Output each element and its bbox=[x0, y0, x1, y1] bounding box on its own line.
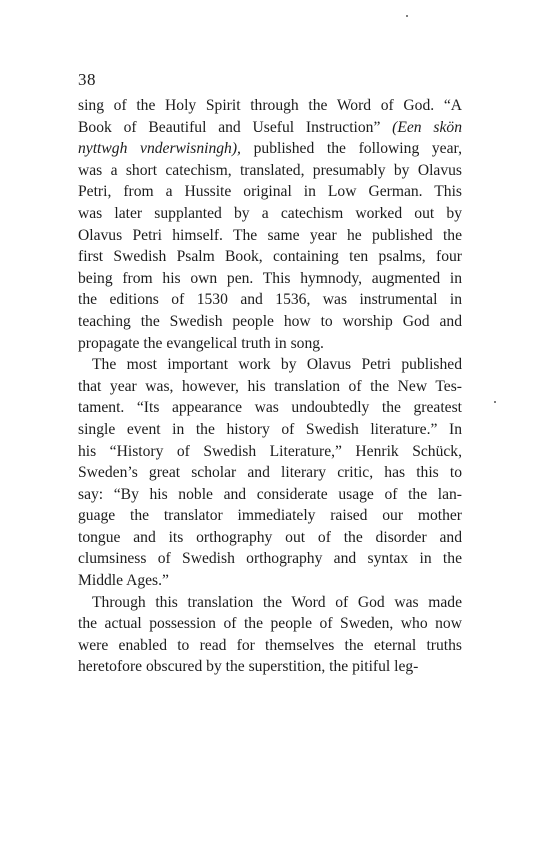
text-line bbox=[78, 656, 462, 678]
text-run: tament. “Its appearance was undoubtedly the greatest bbox=[78, 399, 462, 417]
text-line bbox=[78, 95, 462, 117]
text-run: sing of the Holy Spirit through the Word of God. “A bbox=[78, 97, 462, 114]
text-run: the editions of 1530 and 1536, was instrumental in bbox=[78, 291, 462, 309]
text-line bbox=[78, 635, 462, 657]
text-run: nyttwgh vnderwisningh), bbox=[78, 140, 241, 158]
text-run: tongue and its orthography out of the disorder and bbox=[78, 528, 462, 546]
text-line bbox=[78, 160, 462, 182]
text-line bbox=[78, 397, 462, 419]
text-line bbox=[78, 527, 462, 549]
text-run: Through this translation the Word of God was made bbox=[92, 593, 462, 611]
text-run: was a short catechism, translated, presumably by Olavus bbox=[78, 161, 462, 179]
text-run: teaching the Swedish people how to worship God and bbox=[78, 312, 462, 330]
text-line bbox=[78, 333, 462, 355]
print-speck bbox=[494, 401, 496, 403]
text-line bbox=[78, 246, 462, 268]
text-run: heretofore obscured by the superstition, the pitiful leg- bbox=[78, 658, 419, 676]
text-line bbox=[78, 138, 462, 160]
text-line bbox=[78, 484, 462, 506]
text-run: (Een skön bbox=[392, 118, 462, 136]
text-run: Olavus Petri himself. The same year he published the bbox=[78, 226, 462, 244]
text-run: was later supplanted by a catechism worked out by bbox=[78, 204, 462, 222]
text-run: Book of Beautiful and Useful Instruction” bbox=[78, 118, 393, 136]
text-run: say: “By his noble and considerate usage of the lan- bbox=[78, 485, 462, 503]
text-run: propagate the evangelical truth in song. bbox=[78, 334, 324, 352]
text-run: single event in the history of Swedish literature.” In bbox=[78, 420, 462, 438]
text-run: Middle Ages.” bbox=[78, 572, 169, 590]
text-line bbox=[78, 354, 462, 376]
text-run: the actual possession of the people of Sweden, who now bbox=[78, 615, 462, 633]
text-line bbox=[78, 203, 462, 225]
text-line bbox=[78, 311, 462, 333]
text-run: published the following year, bbox=[240, 140, 462, 158]
text-line bbox=[78, 268, 462, 290]
text-run: were enabled to read for themselves the eternal truths bbox=[78, 636, 462, 654]
text-line bbox=[78, 462, 462, 484]
text-run: Sweden’s great scholar and literary critic, has this to bbox=[78, 464, 462, 482]
text-line bbox=[78, 117, 462, 139]
text-run: his “History of Swedish Literature,” Henrik Schück, bbox=[78, 442, 462, 460]
page-number: 38 bbox=[78, 70, 96, 89]
text-run: clumsiness of Swedish orthography and syntax in the bbox=[78, 550, 462, 568]
text-line bbox=[78, 613, 462, 635]
text-line bbox=[78, 419, 462, 441]
text-line bbox=[78, 181, 462, 203]
text-line bbox=[78, 225, 462, 247]
text-line bbox=[78, 376, 462, 398]
text-line bbox=[78, 289, 462, 311]
text-line bbox=[78, 592, 462, 614]
text-line bbox=[78, 548, 462, 570]
text-run: being from his own pen. This hymnody, augmented in bbox=[78, 269, 462, 287]
text-run: guage the translator immediately raised our mother bbox=[78, 507, 462, 525]
text-run: that year was, however, his translation of the New Tes- bbox=[78, 377, 462, 395]
text-line bbox=[78, 570, 462, 592]
print-speck bbox=[406, 15, 408, 17]
text-line bbox=[78, 505, 462, 527]
text-run: Petri, from a Hussite original in Low German. This bbox=[78, 183, 462, 201]
text-run: first Swedish Psalm Book, containing ten psalms, four bbox=[78, 248, 462, 266]
text-run: The most important work by Olavus Petri published bbox=[92, 356, 462, 374]
text-line bbox=[78, 441, 462, 463]
body-text bbox=[78, 95, 462, 678]
